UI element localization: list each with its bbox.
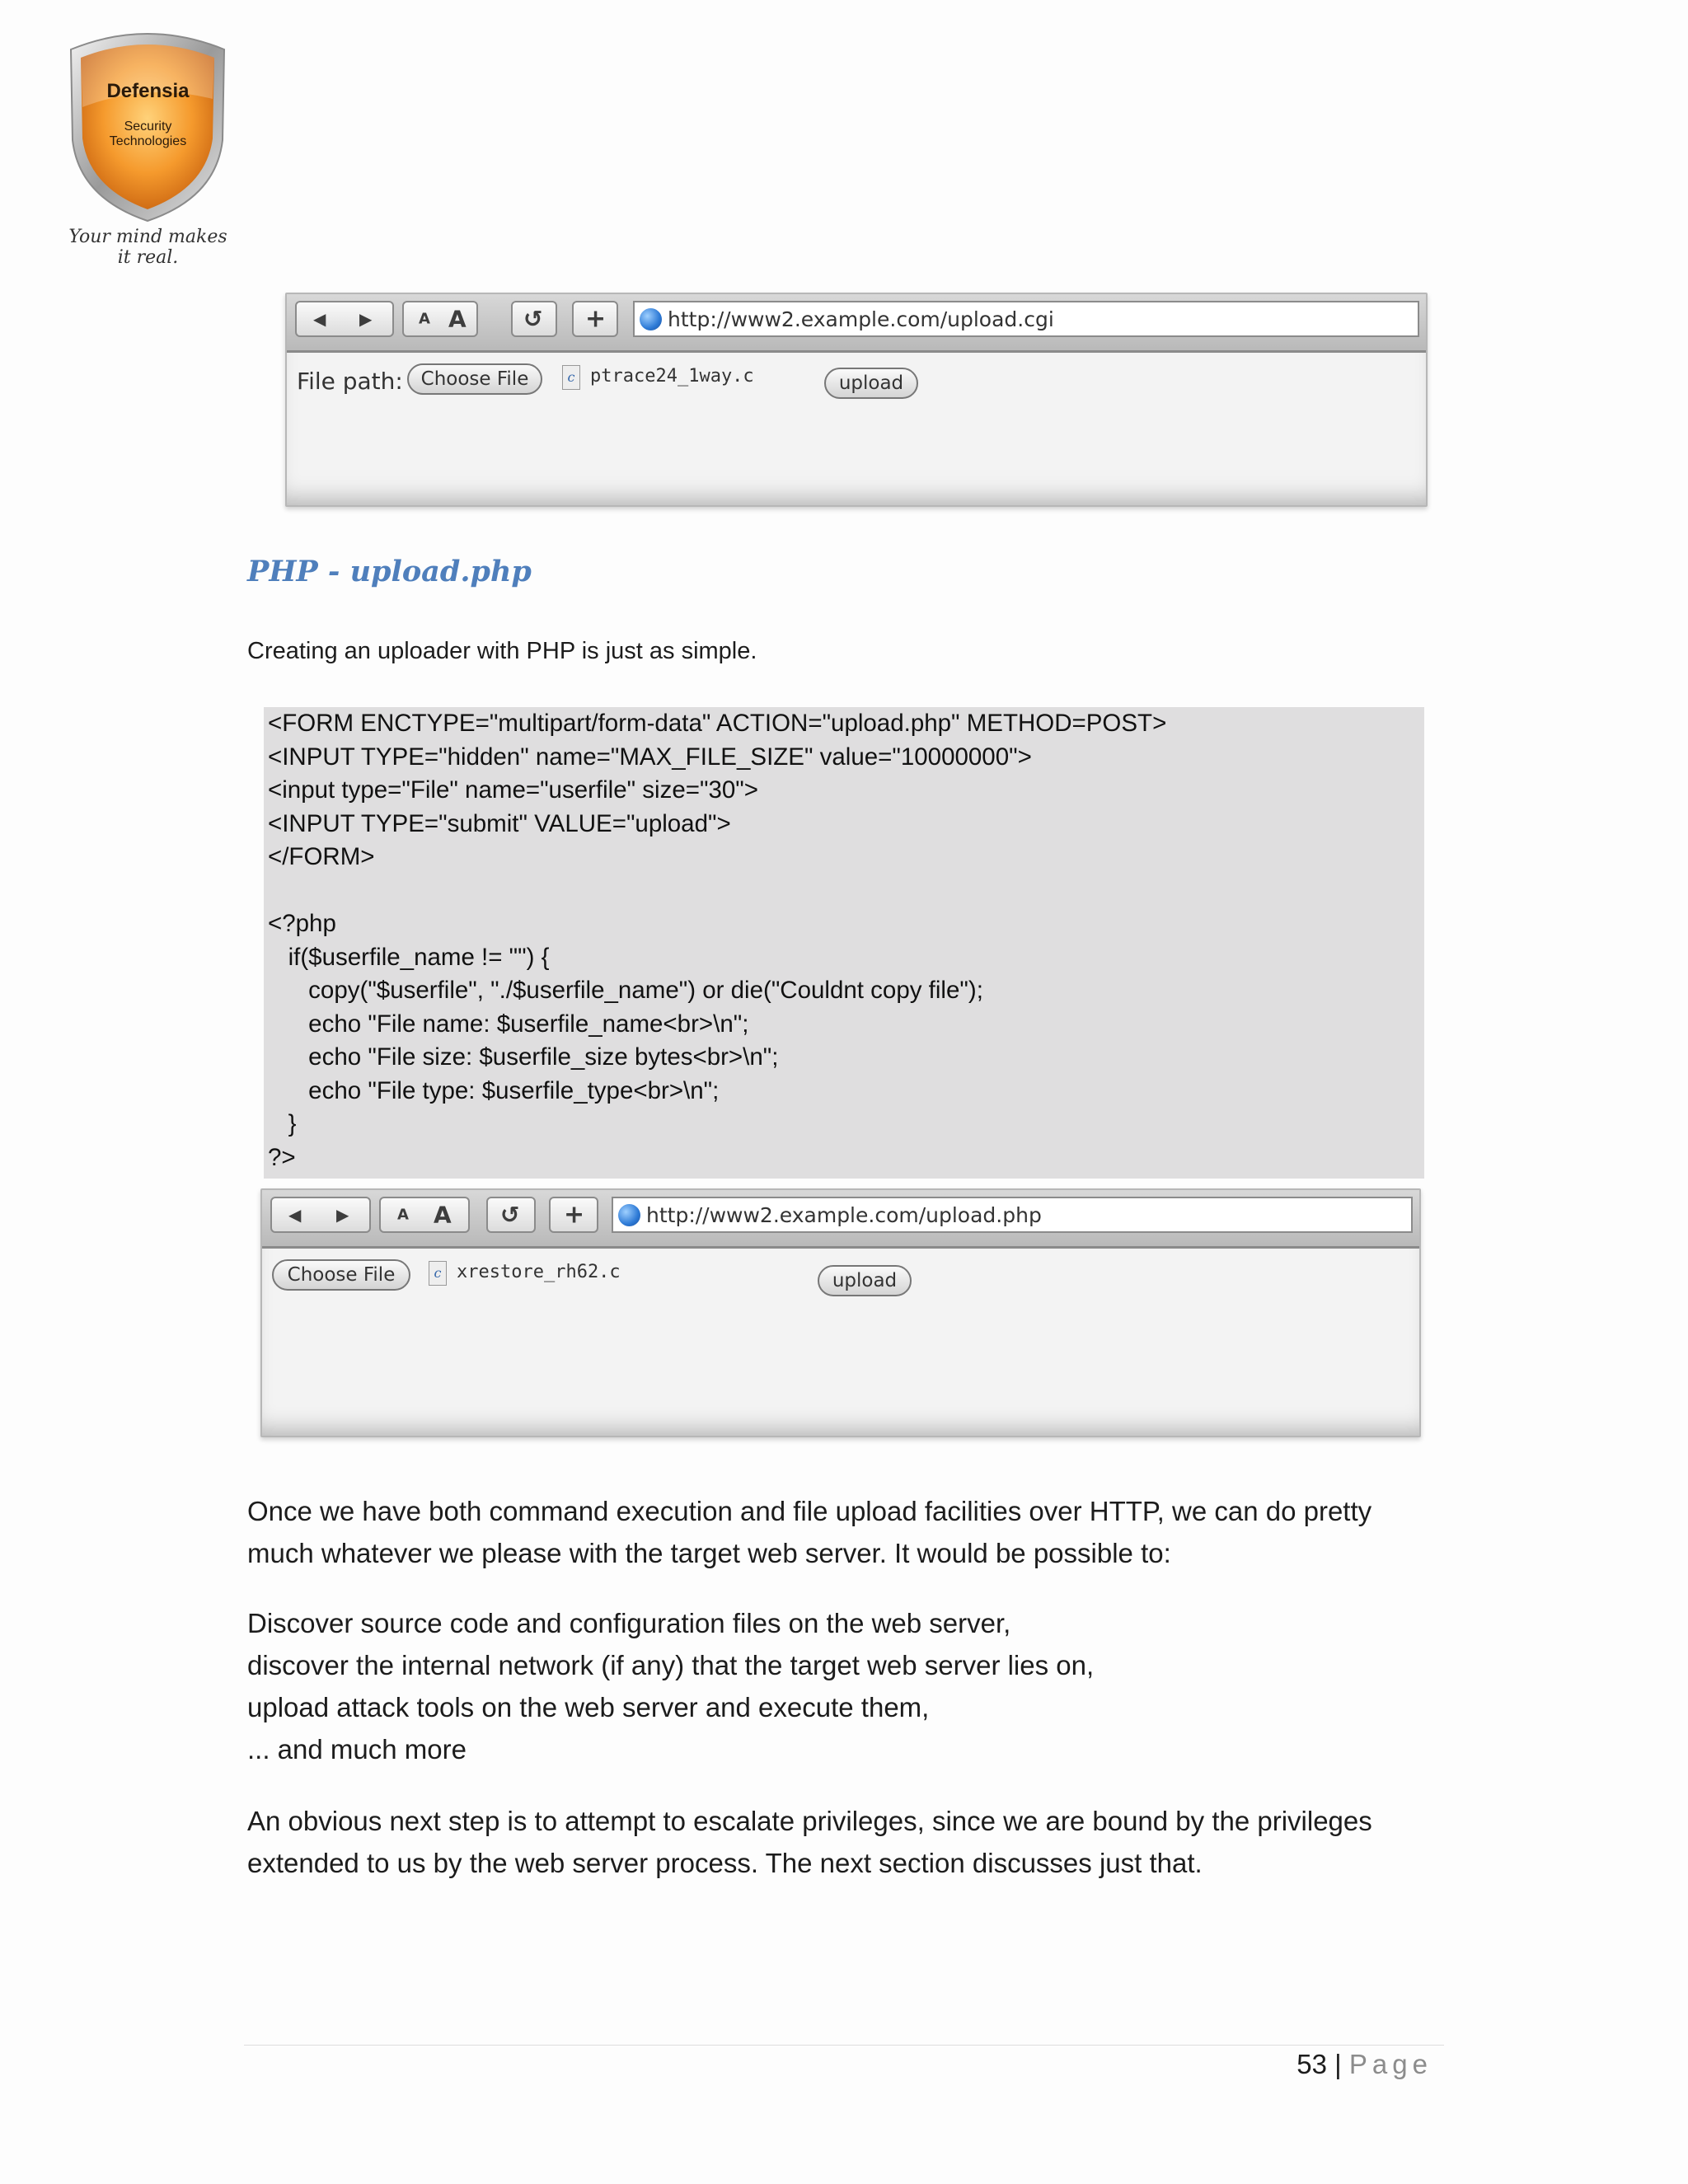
reload-button[interactable] xyxy=(511,301,557,337)
back-forward-buttons[interactable] xyxy=(295,301,394,337)
code-line: echo "File type: $userfile_type<br>\n"; xyxy=(268,1076,720,1104)
browser-screenshot-upload-php xyxy=(260,1188,1421,1437)
page-number: 53 xyxy=(1296,2049,1327,2079)
code-line: } xyxy=(268,1110,297,1137)
code-line: </FORM> xyxy=(268,843,375,870)
code-line: copy("$userfile", "./$userfile_name") or die("Couldnt copy file"); xyxy=(268,977,983,1004)
file-icon: c xyxy=(562,365,580,390)
forward-icon[interactable]: ▶ xyxy=(336,1205,349,1225)
globe-icon xyxy=(618,1204,640,1226)
logo-subtitle-line2: Technologies xyxy=(109,134,187,148)
code-line: ?> xyxy=(268,1143,296,1171)
paragraph-line: much whatever we please with the target web server. It would be possible to: xyxy=(247,1538,1171,1568)
file-icon: c xyxy=(429,1261,447,1286)
code-line: <input type="File" name="userfile" size="30"> xyxy=(268,776,758,804)
paragraph-line: Once we have both command execution and file upload facilities over HTTP, we can do pretty xyxy=(247,1496,1372,1526)
address-bar-url[interactable]: http://www2.example.com/upload.cgi xyxy=(668,307,1054,331)
forward-icon[interactable]: ▶ xyxy=(359,309,373,329)
add-bookmark-button[interactable] xyxy=(549,1197,598,1233)
code-line: <FORM ENCTYPE="multipart/form-data" ACTION="upload.php" METHOD=POST> xyxy=(268,710,1167,737)
browser-toolbar xyxy=(287,294,1426,353)
add-bookmark-button[interactable] xyxy=(572,301,618,337)
page-label: Page xyxy=(1348,2049,1432,2079)
paragraph-line: extended to us by the web server process. The next section discusses just that. xyxy=(247,1848,1203,1878)
selected-filename: ptrace24_1way.c xyxy=(590,366,754,387)
logo-name: Defensia xyxy=(106,80,190,102)
logo-subtitle xyxy=(59,120,237,149)
address-bar-url[interactable]: http://www2.example.com/upload.php xyxy=(646,1203,1042,1227)
globe-icon xyxy=(640,308,662,330)
text-smaller-icon[interactable]: A xyxy=(419,310,430,328)
address-bar[interactable] xyxy=(633,301,1419,337)
back-icon[interactable]: ◀ xyxy=(288,1205,302,1225)
browser-screenshot-upload-cgi xyxy=(285,293,1428,507)
file-path-label: File path: xyxy=(297,368,403,395)
code-line: if($userfile_name != "") { xyxy=(268,943,550,971)
text-size-buttons[interactable] xyxy=(402,301,478,337)
list-item: discover the internal network (if any) that the target web server lies on, xyxy=(247,1650,1095,1680)
selected-filename: xrestore_rh62.c xyxy=(457,1262,621,1282)
text-smaller-icon[interactable]: A xyxy=(397,1206,409,1224)
code-block xyxy=(264,707,1424,1179)
choose-file-button[interactable]: Choose File xyxy=(407,363,542,395)
logo-slogan: Your mind makes it real. xyxy=(68,227,227,268)
code-line: echo "File size: $userfile_size bytes<br>\n"; xyxy=(268,1043,779,1071)
list-item: ... and much more xyxy=(247,1734,467,1765)
back-icon[interactable]: ◀ xyxy=(313,309,326,329)
plus-icon[interactable]: + xyxy=(585,304,607,334)
list-item: upload attack tools on the web server and execute them, xyxy=(247,1692,930,1722)
reload-button[interactable] xyxy=(486,1197,536,1233)
footer-divider xyxy=(244,2045,1444,2046)
code-line: echo "File name: $userfile_name<br>\n"; xyxy=(268,1010,749,1038)
code-line: <?php xyxy=(268,910,336,937)
reload-icon[interactable]: ↺ xyxy=(523,305,543,333)
text-size-buttons[interactable] xyxy=(379,1197,470,1233)
section-heading: PHP - upload.php xyxy=(247,555,532,588)
browser-toolbar xyxy=(262,1190,1419,1249)
page-footer xyxy=(1296,2049,1432,2080)
plus-icon[interactable]: + xyxy=(564,1200,585,1230)
code-line: <INPUT TYPE="submit" VALUE="upload"> xyxy=(268,809,731,837)
section-intro: Creating an uploader with PHP is just as simple. xyxy=(247,638,757,664)
footer-separator: | xyxy=(1334,2049,1342,2079)
logo-subtitle-line1: Security xyxy=(124,120,172,134)
reload-icon[interactable]: ↺ xyxy=(500,1201,520,1229)
text-larger-icon[interactable]: A xyxy=(434,1201,452,1229)
code-line: <INPUT TYPE="hidden" name="MAX_FILE_SIZE" value="10000000"> xyxy=(268,743,1032,771)
company-logo xyxy=(59,25,237,268)
paragraph-line: An obvious next step is to attempt to escalate privileges, since we are bound by the privileges xyxy=(247,1806,1372,1836)
list-item: Discover source code and configuration files on the web server, xyxy=(247,1608,1011,1638)
back-forward-buttons[interactable] xyxy=(270,1197,371,1233)
upload-button[interactable]: upload xyxy=(824,368,918,399)
text-larger-icon[interactable]: A xyxy=(448,305,467,333)
upload-button[interactable]: upload xyxy=(818,1265,912,1296)
address-bar[interactable] xyxy=(612,1197,1413,1233)
choose-file-button[interactable]: Choose File xyxy=(272,1259,410,1291)
